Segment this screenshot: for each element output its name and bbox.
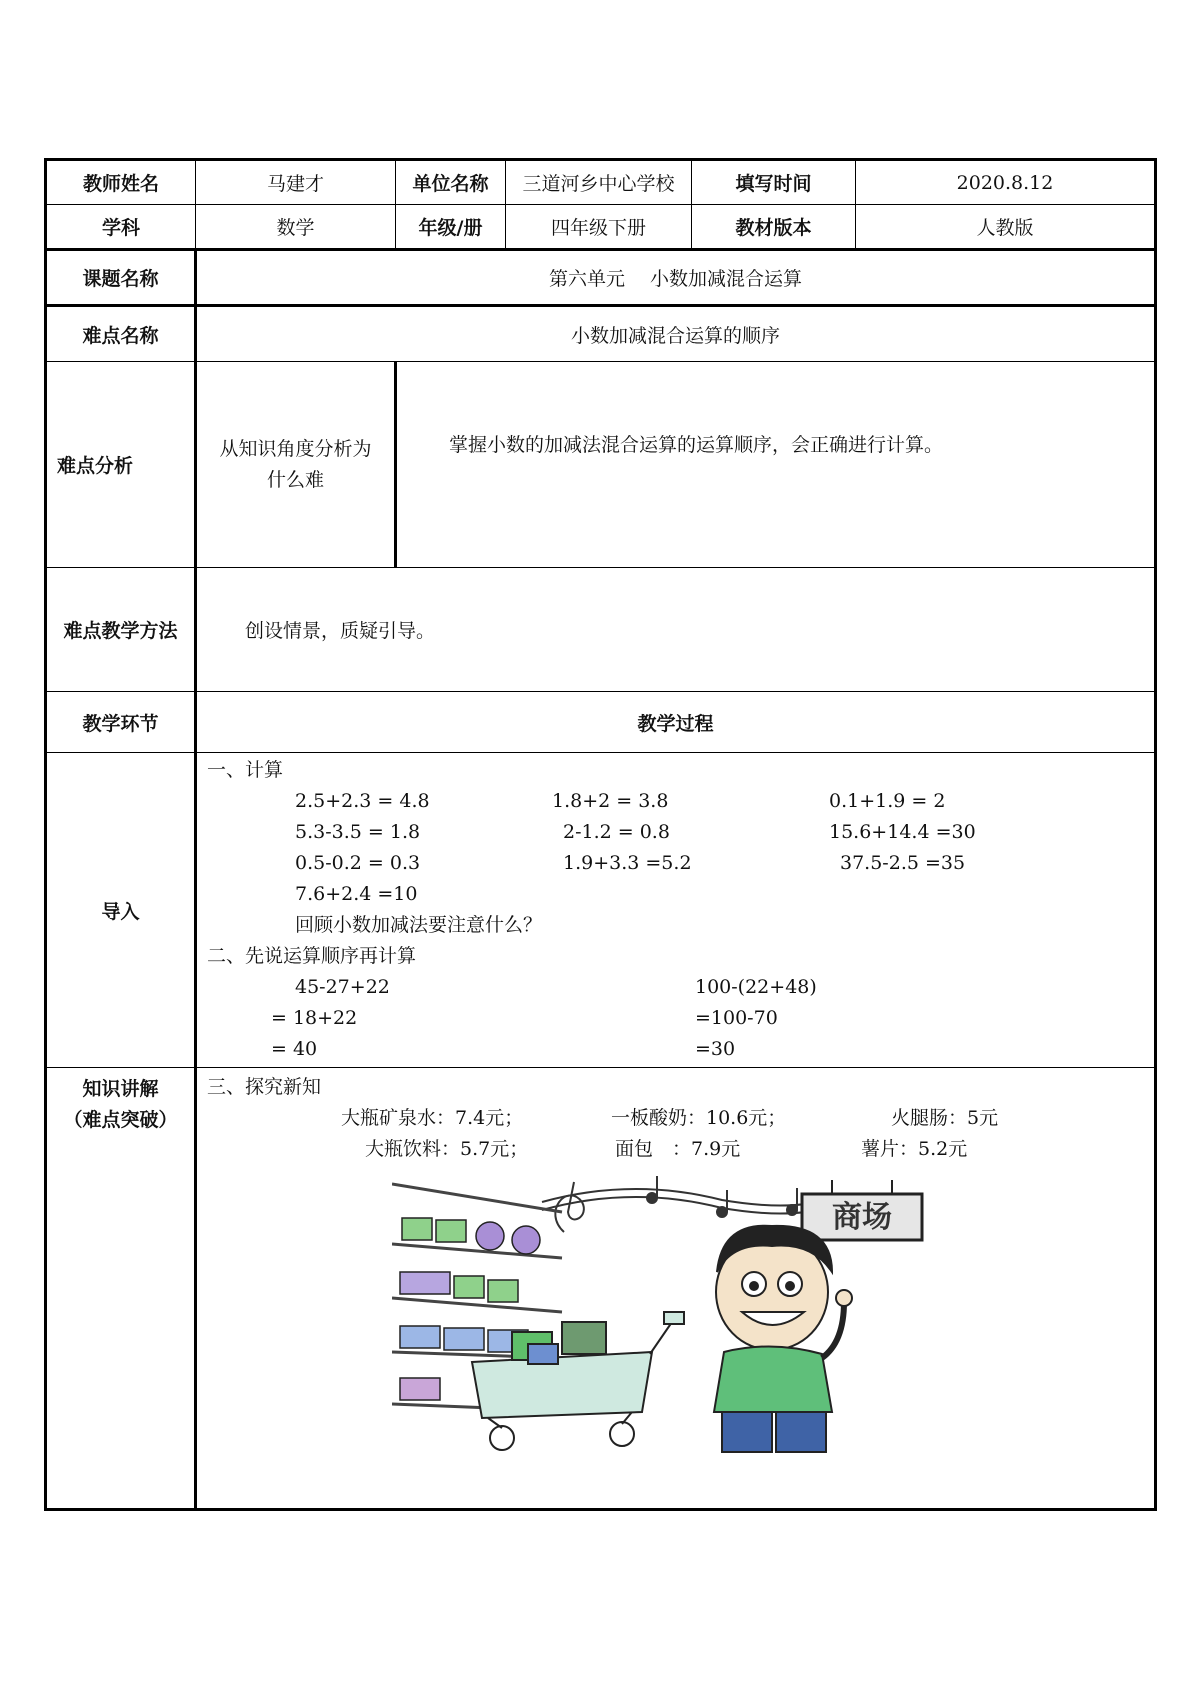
knowledge-label-line-1: 知识讲解 (82, 1078, 159, 1100)
unit-label: 单位名称 (396, 160, 506, 205)
edition-value: 人教版 (856, 205, 1156, 250)
shop-sign-text: 商场 (832, 1200, 892, 1235)
edition-label: 教材版本 (692, 205, 856, 250)
knowledge-label-line-2: （难点突破） (63, 1109, 178, 1131)
lesson-plan-table (44, 158, 1157, 1511)
process-label: 教学环节 (46, 692, 196, 753)
subject-value: 数学 (196, 205, 396, 250)
calc-item: 37.5-2.5 =35 (840, 852, 966, 874)
calc-item: 0.5-0.2 = 0.3 (295, 852, 421, 874)
calc-item: 1.8+2 = 3.8 (552, 790, 669, 812)
subject-label: 学科 (46, 205, 196, 250)
calc-item-extra: 7.6+2.4 =10 (295, 883, 418, 905)
analysis-sub-label (196, 362, 396, 568)
calc-item: 5.3-3.5 = 1.8 (295, 821, 421, 843)
calc-item: 2.5+2.3 = 4.8 (295, 790, 430, 812)
step-left: = 40 (271, 1038, 318, 1060)
grade-value: 四年级下册 (506, 205, 692, 250)
method-label: 难点教学方法 (46, 568, 196, 692)
boy-figure (714, 1226, 852, 1452)
analysis-label: 难点分析 (46, 362, 196, 568)
lesson-plan-sheet (44, 158, 1154, 1511)
analysis-sub-label-text: 从知识角度分析为什么难 (219, 437, 372, 491)
step-left: 45-27+22 (295, 976, 390, 998)
difficulty-label: 难点名称 (46, 306, 196, 362)
topic-label: 课题名称 (46, 250, 196, 306)
intro-label: 导入 (46, 753, 196, 1068)
intro-heading-2: 二、先说运算顺序再计算 (207, 945, 417, 967)
calc-item: 2-1.2 = 0.8 (563, 821, 670, 843)
grade-label: 年级/册 (396, 205, 506, 250)
calc-item: 15.6+14.4 =30 (829, 821, 976, 843)
process-title: 教学过程 (196, 692, 1156, 753)
review-question: 回顾小数加减法要注意什么？ (295, 914, 543, 936)
step-right: =100-70 (695, 1007, 778, 1029)
knowledge-heading: 三、探究新知 (207, 1076, 322, 1098)
price-item: 大瓶饮料：5.7元； (365, 1138, 529, 1160)
knowledge-label (46, 1068, 196, 1510)
supermarket-cartoon (392, 1172, 982, 1462)
topic-value: 第六单元 小数加减混合运算 (196, 250, 1156, 306)
knowledge-content (196, 1068, 1156, 1510)
difficulty-value: 小数加减混合运算的顺序 (196, 306, 1156, 362)
analysis-value: 掌握小数的加减法混合运算的运算顺序，会正确进行计算。 (396, 362, 1156, 568)
teacher-value: 马建才 (196, 160, 396, 205)
calc-item: 1.9+3.3 =5.2 (563, 852, 692, 874)
price-item: 一板酸奶：10.6元； (611, 1107, 787, 1129)
unit-value: 三道河乡中心学校 (506, 160, 692, 205)
price-item: 大瓶矿泉水：7.4元； (341, 1107, 524, 1129)
shop-sign (802, 1180, 922, 1240)
method-value: 创设情景，质疑引导。 (196, 568, 1156, 692)
price-item: 薯片：5.2元 (861, 1138, 968, 1160)
music-notes-icon (542, 1176, 832, 1232)
step-left: = 18+22 (271, 1007, 358, 1029)
step-right: =30 (695, 1038, 736, 1060)
teacher-label: 教师姓名 (46, 160, 196, 205)
step-right: 100-(22+48) (695, 976, 817, 998)
intro-heading-1: 一、计算 (207, 759, 284, 781)
intro-content (196, 753, 1156, 1068)
date-label: 填写时间 (692, 160, 856, 205)
date-value: 2020.8.12 (856, 160, 1156, 205)
price-item: 面包 ：7.9元 (615, 1138, 741, 1160)
price-item: 火腿肠：5元 (891, 1107, 999, 1129)
calc-item: 0.1+1.9 = 2 (829, 790, 946, 812)
